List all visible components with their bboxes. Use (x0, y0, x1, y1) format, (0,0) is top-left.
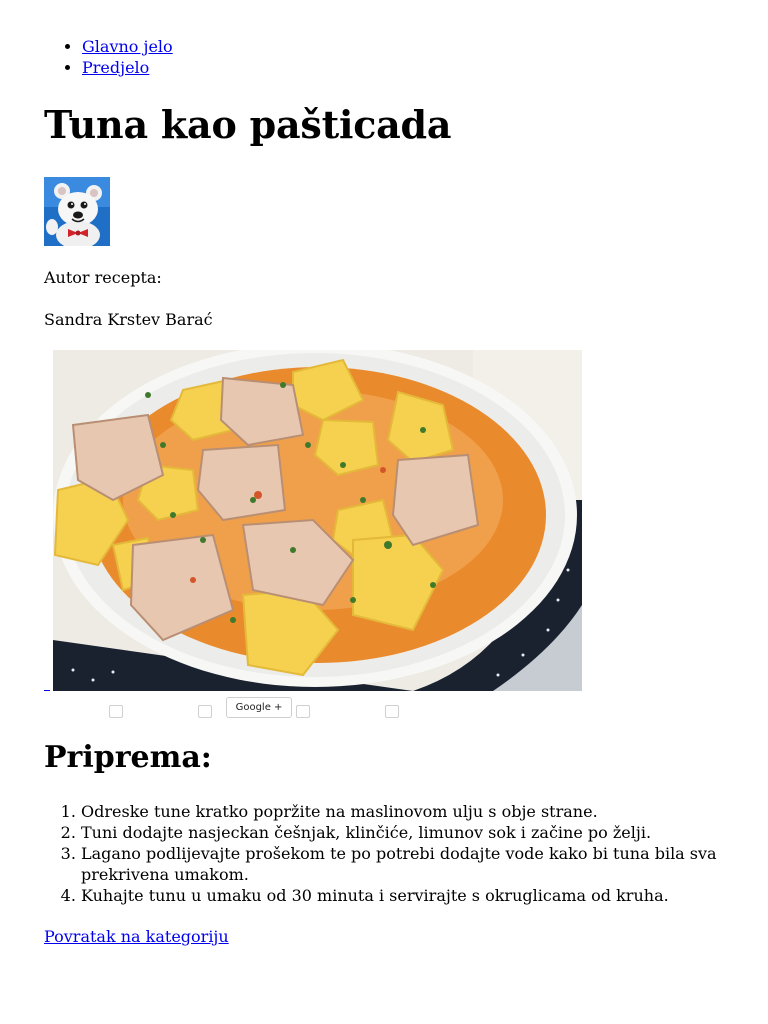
bear-mascot-icon (44, 177, 110, 246)
category-item (82, 57, 173, 78)
author-label: Autor recepta: (44, 268, 162, 287)
category-link-glavno-jelo[interactable]: Glavno jelo (82, 37, 173, 56)
category-item (82, 36, 173, 57)
preparation-step: 2. Tuni dodajte nasjeckan češnjak, klinčiće, limunov sok i začine po želji. (81, 822, 761, 843)
preparation-steps (44, 801, 761, 906)
share-checkbox[interactable] (198, 705, 212, 718)
recipe-title: Tuna kao pašticada (44, 102, 452, 147)
author-name: Sandra Krstev Barać (44, 310, 213, 329)
share-checkbox[interactable] (296, 705, 310, 718)
share-checkbox[interactable] (385, 705, 399, 718)
recipe-photo (53, 350, 582, 691)
preparation-heading: Priprema: (44, 740, 212, 775)
category-link-predjelo[interactable]: Predjelo (82, 58, 150, 77)
google-plus-button[interactable]: Google + (226, 697, 292, 718)
share-checkbox[interactable] (109, 705, 123, 718)
photo-link[interactable] (44, 676, 50, 691)
preparation-step: 3. Lagano podlijevajte prošekom te po potrebi dodajte vode kako bi tuna bila sva prekrivena umakom. (81, 843, 761, 885)
back-to-category-link[interactable]: Povratak na kategoriju (44, 927, 229, 946)
tuna-stew-image (53, 350, 582, 691)
preparation-step: 4. Kuhajte tunu u umaku od 30 minuta i servirajte s okruglicama od kruha. (81, 885, 761, 906)
author-avatar (44, 177, 110, 246)
preparation-step: 1. Odreske tune kratko popržite na maslinovom ulju s obje strane. (81, 801, 761, 822)
category-list (44, 36, 173, 78)
